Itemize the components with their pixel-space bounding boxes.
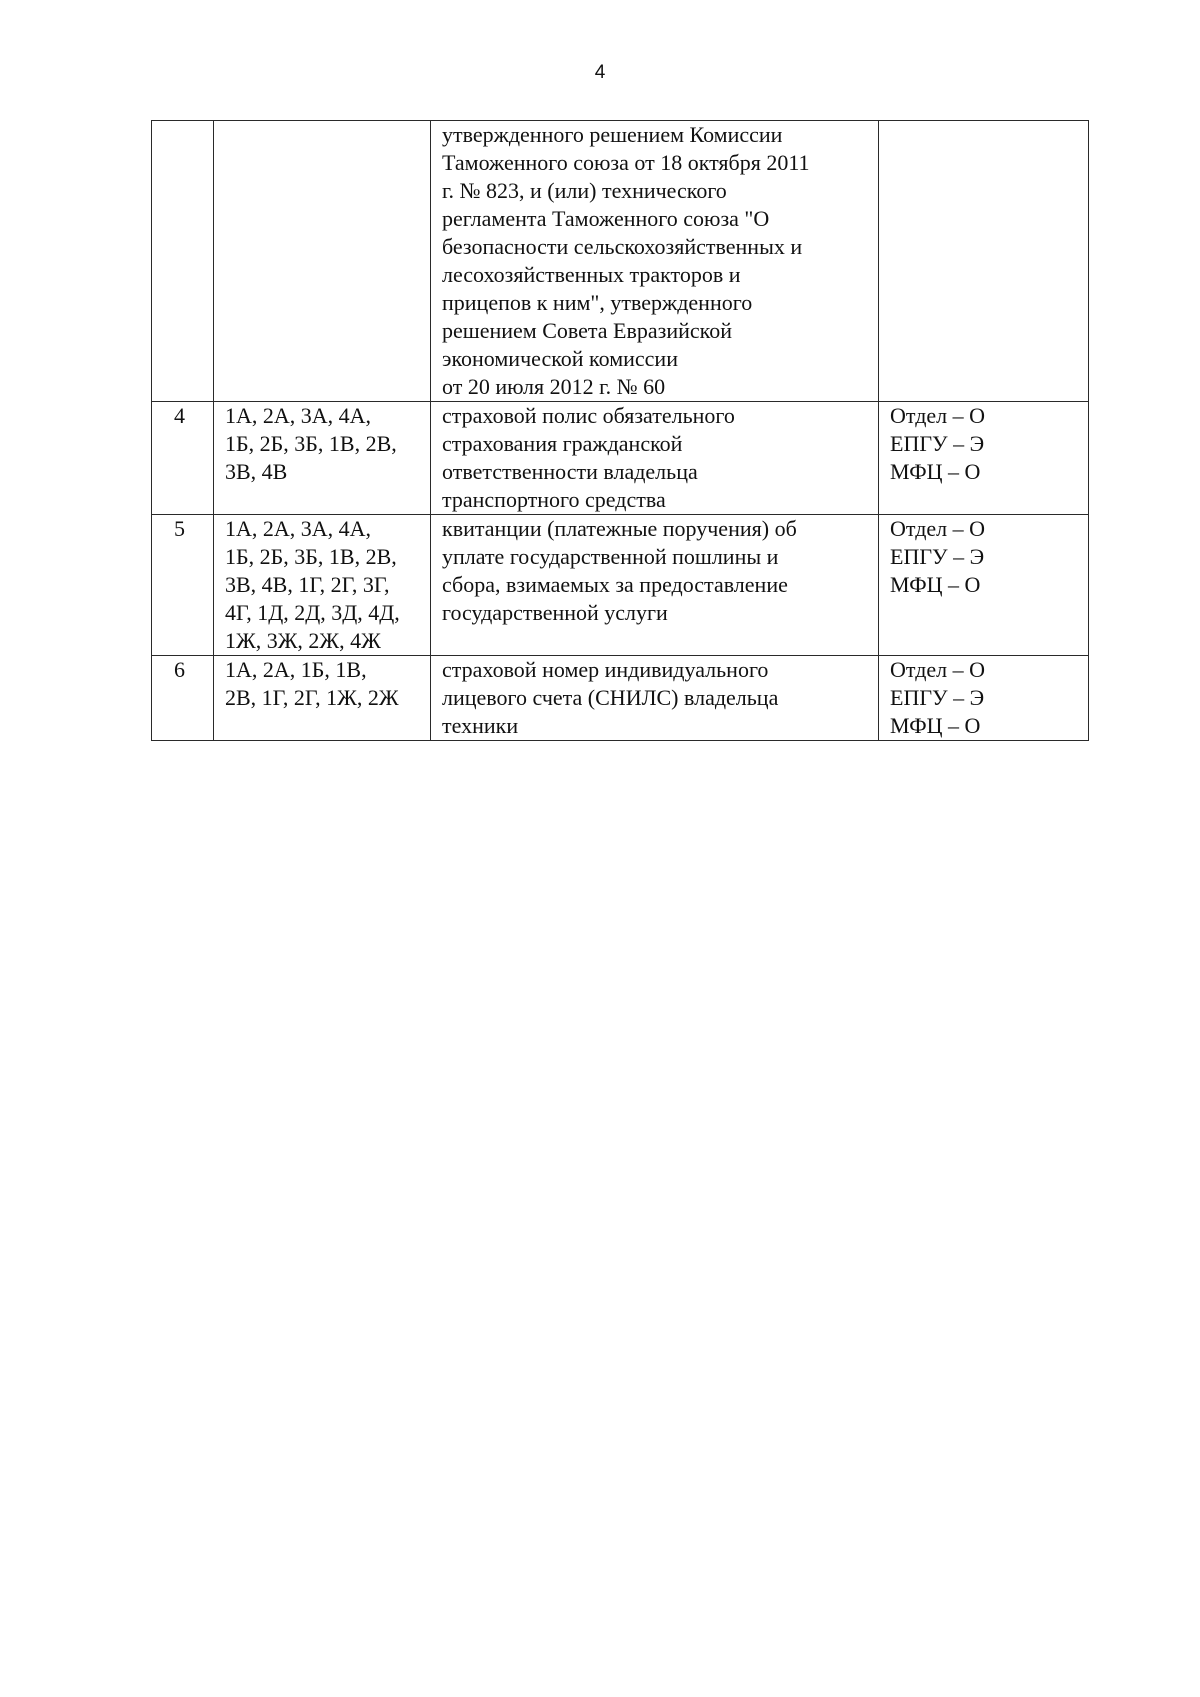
table-row <box>152 402 1089 515</box>
row-number-cell: 5 <box>152 515 214 656</box>
categories-cell <box>214 121 431 402</box>
document-line: Таможенного союза от 18 октября 2011 <box>442 150 810 175</box>
document-line: уплате государственной пошлины и <box>442 544 779 569</box>
row-number-cell <box>152 121 214 402</box>
channel-line: Отдел – О <box>890 657 986 682</box>
table-row <box>152 656 1089 741</box>
channel-line: МФЦ – О <box>890 459 981 484</box>
categories-cell <box>214 402 431 515</box>
table-row <box>152 515 1089 656</box>
document-line: техники <box>442 713 519 738</box>
document-cell <box>431 121 879 402</box>
category-line: 4Г, 1Д, 2Д, 3Д, 4Д, <box>225 600 400 625</box>
channel-line: Отдел – О <box>890 403 986 428</box>
channels-cell <box>879 402 1089 515</box>
page-number: 4 <box>594 62 606 83</box>
category-line: 1Б, 2Б, 3Б, 1В, 2В, <box>225 544 397 569</box>
category-line: 1А, 2А, 3А, 4А, <box>225 516 372 541</box>
document-line: прицепов к ним", утвержденного <box>442 290 753 315</box>
document-line: от 20 июля 2012 г. № 60 <box>442 374 666 399</box>
document-line: квитанции (платежные поручения) об <box>442 516 797 541</box>
categories-cell <box>214 656 431 741</box>
document-line: сбора, взимаемых за предоставление <box>442 572 788 597</box>
document-line: лицевого счета (СНИЛС) владельца <box>442 685 779 710</box>
category-line: 3В, 4В, 1Г, 2Г, 3Г, <box>225 572 390 597</box>
table-row <box>152 121 1089 402</box>
channels-cell <box>879 656 1089 741</box>
categories-cell <box>214 515 431 656</box>
document-line: безопасности сельскохозяйственных и <box>442 234 803 259</box>
document-line: страхования гражданской <box>442 431 683 456</box>
document-line: транспортного средства <box>442 487 666 512</box>
channel-line: МФЦ – О <box>890 572 981 597</box>
document-line: регламента Таможенного союза "О <box>442 206 770 231</box>
category-line: 1Б, 2Б, 3Б, 1В, 2В, <box>225 431 397 456</box>
category-line: 1Ж, 3Ж, 2Ж, 4Ж <box>225 628 381 653</box>
document-cell <box>431 402 879 515</box>
channel-line: ЕПГУ – Э <box>890 544 985 569</box>
document-line: утвержденного решением Комиссии <box>442 122 783 147</box>
channel-line: ЕПГУ – Э <box>890 431 985 456</box>
category-line: 1А, 2А, 3А, 4А, <box>225 403 372 428</box>
row-number-cell: 6 <box>152 656 214 741</box>
document-line: экономической комиссии <box>442 346 678 371</box>
document-line: государственной услуги <box>442 600 668 625</box>
documents-table <box>151 120 1089 741</box>
document-cell <box>431 656 879 741</box>
channel-line: Отдел – О <box>890 516 986 541</box>
channel-line: МФЦ – О <box>890 713 981 738</box>
document-line: страховой номер индивидуального <box>442 657 769 682</box>
category-line: 1А, 2А, 1Б, 1В, <box>225 657 367 682</box>
category-line: 3В, 4В <box>225 459 288 484</box>
document-line: ответственности владельца <box>442 459 698 484</box>
document-line: решением Совета Евразийской <box>442 318 732 343</box>
document-line: страховой полис обязательного <box>442 403 735 428</box>
row-number-cell: 4 <box>152 402 214 515</box>
document-cell <box>431 515 879 656</box>
channels-cell <box>879 515 1089 656</box>
channel-line: ЕПГУ – Э <box>890 685 985 710</box>
channels-cell <box>879 121 1089 402</box>
category-line: 2В, 1Г, 2Г, 1Ж, 2Ж <box>225 685 399 710</box>
document-line: г. № 823, и (или) технического <box>442 178 727 203</box>
documents-table-body <box>152 121 1089 741</box>
document-line: лесохозяйственных тракторов и <box>442 262 741 287</box>
